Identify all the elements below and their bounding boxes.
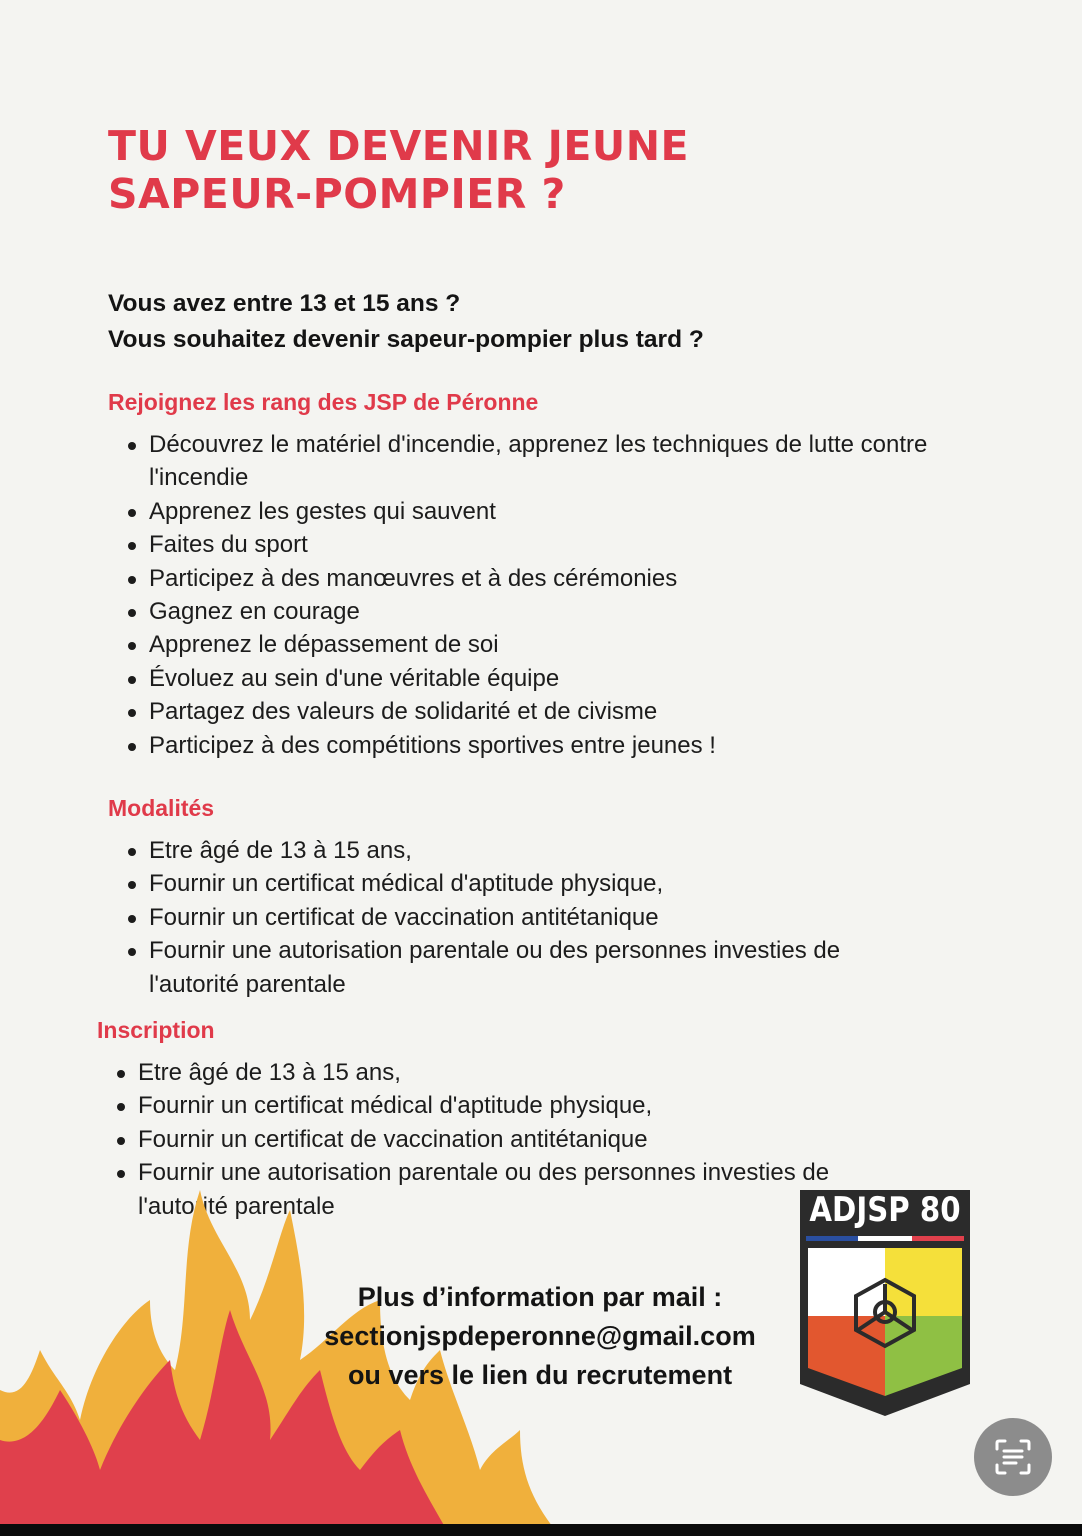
contact-info	[290, 1278, 790, 1395]
list-item: Fournir une autorisation parentale ou des personnes investies de l'autorité parentale	[108, 934, 928, 1001]
list-item: Fournir un certificat médical d'aptitude physique,	[108, 867, 928, 900]
list-item: Etre âgé de 13 à 15 ans,	[97, 1056, 917, 1089]
text-scan-icon	[993, 1437, 1033, 1477]
contact-line-1: Plus d’information par mail :	[357, 1282, 723, 1312]
list-item: Apprenez les gestes qui sauvent	[108, 495, 948, 528]
list-item: Gagnez en courage	[108, 595, 948, 628]
rejoignez-list	[108, 428, 948, 762]
list-item: Participez à des manœuvres et à des cérémonies	[108, 562, 948, 595]
contact-email[interactable]: sectionjspdeperonne@gmail.com	[324, 1321, 756, 1351]
title-line-2: SAPEUR-POMPIER ?	[108, 170, 566, 218]
bottom-bar	[0, 1524, 1082, 1536]
list-item: Fournir un certificat médical d'aptitude physique,	[97, 1089, 917, 1122]
modalites-list	[108, 834, 928, 1001]
rejoignez-heading: Rejoignez les rang des JSP de Péronne	[108, 389, 539, 415]
contact-line-3[interactable]: ou vers le lien du recrutement	[347, 1360, 733, 1390]
modalites-heading: Modalités	[108, 795, 215, 821]
list-item: Fournir un certificat de vaccination antitétanique	[108, 901, 928, 934]
inscription-heading: Inscription	[97, 1017, 215, 1043]
list-item: Partagez des valeurs de solidarité et de civisme	[108, 695, 948, 728]
list-item: Faites du sport	[108, 528, 948, 561]
list-item: Fournir un certificat de vaccination antitétanique	[97, 1123, 917, 1156]
list-item: Fournir une autorisation parentale ou des personnes investies de l'autorité parentale	[97, 1156, 917, 1223]
list-item: Évoluez au sein d'une véritable équipe	[108, 662, 948, 695]
list-item: Apprenez le dépassement de soi	[108, 628, 948, 661]
text-scan-button[interactable]	[974, 1418, 1052, 1496]
badge-label: ADJSP 80	[809, 1190, 961, 1230]
title-line-1: TU VEUX DEVENIR JEUNE	[108, 122, 690, 170]
page-title	[108, 122, 968, 218]
intro-text	[108, 286, 968, 358]
intro-line-1: Vous avez entre 13 et 15 ans ?	[108, 290, 461, 317]
list-item: Découvrez le matériel d'incendie, apprenez les techniques de lutte contre l'incendie	[108, 428, 948, 495]
list-item: Etre âgé de 13 à 15 ans,	[108, 834, 928, 867]
list-item: Participez à des compétitions sportives entre jeunes !	[108, 729, 948, 762]
intro-line-2: Vous souhaitez devenir sapeur-pompier plus tard ?	[108, 326, 704, 353]
